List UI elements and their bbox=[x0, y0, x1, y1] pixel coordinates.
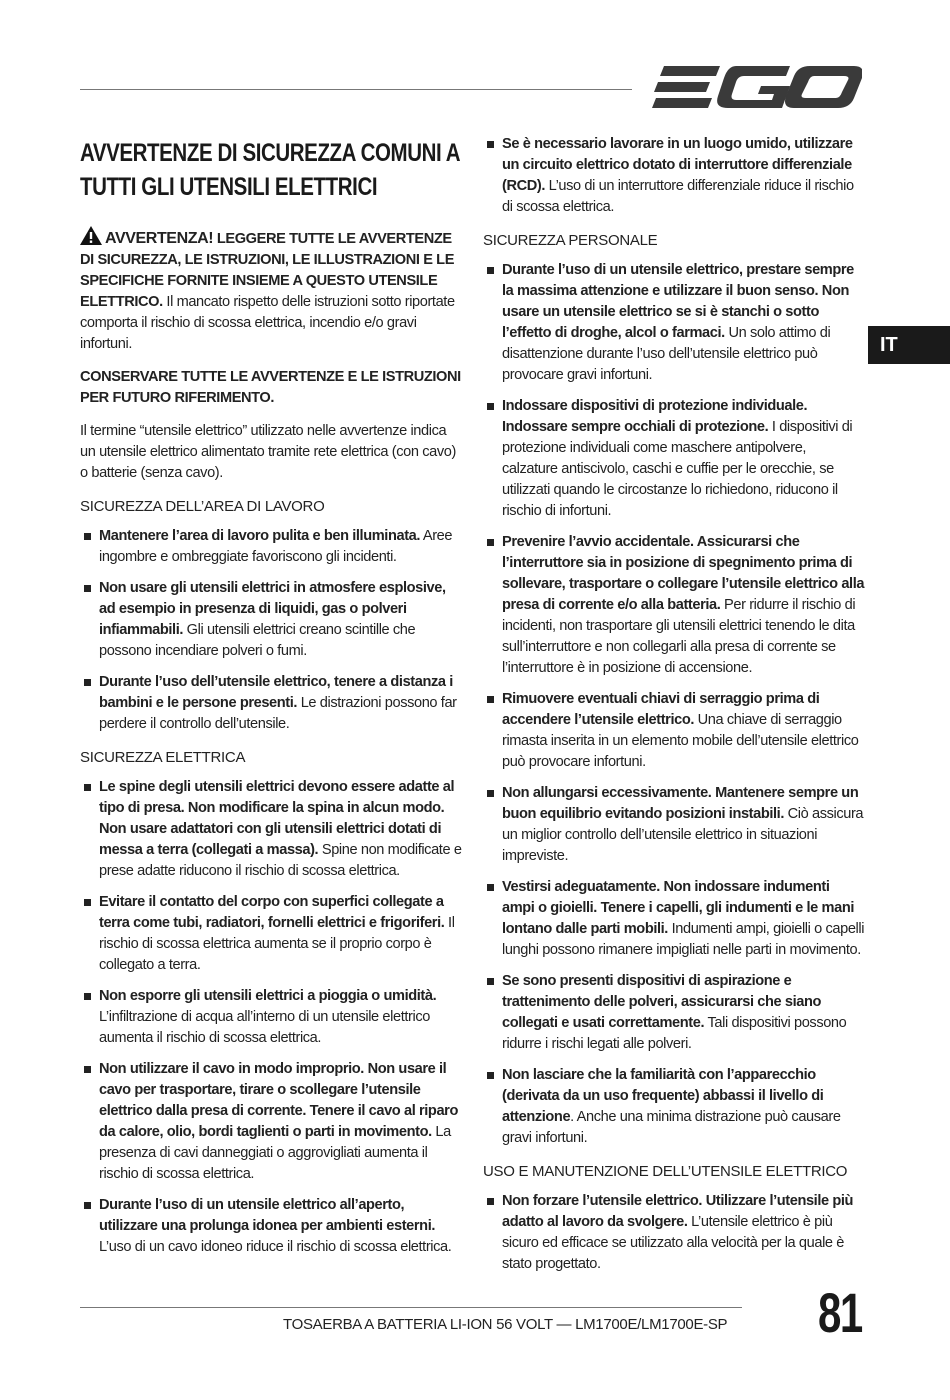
list-item bbox=[483, 877, 865, 961]
item-text: Un solo attimo di disattenzione durante l’uso dell’utensile elettrico può provocare gravi infortuni. bbox=[502, 325, 831, 383]
item-bold: Rimuovere eventuali chiavi di serraggio prima di accendere l’utensile elettrico. bbox=[502, 691, 820, 728]
work-area-list bbox=[80, 526, 465, 735]
item-text: L’uso di un interruttore differenziale riduce il rischio di scossa elettrica. bbox=[502, 178, 854, 215]
bullet-square-icon bbox=[84, 585, 91, 592]
list-item bbox=[483, 134, 865, 218]
warning-bold-text: LEGGERE TUTTE LE AVVERTENZE DI SICUREZZA, LE ISTRUZIONI, LE ILLUSTRAZIONI E LE SPECIFICHE FORNITE INSIEME A QUESTO UTENSILE ELETTRICO. bbox=[80, 231, 455, 310]
list-item bbox=[483, 1065, 865, 1149]
list-item bbox=[483, 1191, 865, 1275]
item-bold: Durante l’uso di un utensile elettrico all’aperto, utilizzare una prolunga idonea per ambienti esterni. bbox=[99, 1197, 435, 1234]
section-title: AVVERTENZE DI SICUREZZA COMUNI A TUTTI GLI UTENSILI ELETTRICI bbox=[80, 139, 460, 201]
bullet-square-icon bbox=[84, 533, 91, 540]
item-bold: Non esporre gli utensili elettrici a pioggia o umidità. bbox=[99, 988, 437, 1004]
right-column bbox=[483, 134, 865, 1285]
bullet-square-icon bbox=[487, 1198, 494, 1205]
language-tab: IT bbox=[868, 326, 950, 364]
footer-rule bbox=[80, 1307, 742, 1308]
item-text: L’uso di un cavo idoneo riduce il rischio di scossa elettrica. bbox=[99, 1239, 452, 1255]
item-bold: Non utilizzare il cavo in modo improprio. Non usare il cavo per trasportare, tirare o scollegare l’utensile elettrico dalla presa di corrente. Tenere il cavo al riparo da calore, olio, bordi taglienti o parti in movimento. bbox=[99, 1061, 458, 1140]
item-bold: Se sono presenti dispositivi di aspirazione e trattenimento delle polveri, assicurarsi che siano collegati e usati correttamente. bbox=[502, 973, 822, 1031]
item-text: Aree ingombre e ombreggiate favoriscono gli incidenti. bbox=[99, 528, 453, 565]
bullet-square-icon bbox=[84, 993, 91, 1000]
item-text: I dispositivi di protezione individuali come maschere antipolvere, calzature antiscivolo, caschi e cuffie per le orecchie, se utilizzati quando le circostanze lo richiedono, riducono il rischio di infortuni. bbox=[502, 419, 853, 519]
use-care-list bbox=[483, 1191, 865, 1275]
list-item bbox=[80, 1195, 465, 1258]
item-text: Tali dispositivi possono ridurre i rischi legati alle polveri. bbox=[502, 1015, 847, 1052]
list-item bbox=[80, 672, 465, 735]
item-bold: Non lasciare che la familiarità con l’apparecchio (derivata da un uso frequente) abbassi il livello di attenzione bbox=[502, 1067, 824, 1125]
item-bold: Indossare dispositivi di protezione individuale. Indossare sempre occhiali di protezione. bbox=[502, 398, 808, 435]
item-bold: Non allungarsi eccessivamente. Mantenere sempre un buon equilibrio evitando posizioni instabili. bbox=[502, 785, 859, 822]
use-care-heading: USO E MANUTENZIONE DELL’UTENSILE ELETTRICO bbox=[483, 1163, 848, 1180]
left-column bbox=[80, 136, 465, 1268]
personal-safety-list bbox=[483, 260, 865, 1149]
item-bold: Evitare il contatto del corpo con superfici collegate a terra come tubi, radiatori, fornelli elettrici e frigoriferi. bbox=[99, 894, 445, 931]
item-text: Ciò assicura un miglior controllo dell’utensile elettrico in situazioni impreviste. bbox=[502, 806, 864, 864]
item-bold: Le spine degli utensili elettrici devono essere adatte al tipo di presa. Non modificare la spina in alcun modo. Non usare adattatori con gli utensili elettrici dotati di messa a terra (collegati a massa). bbox=[99, 779, 455, 858]
list-item bbox=[483, 689, 865, 773]
list-item bbox=[80, 986, 465, 1049]
work-area-heading: SICUREZZA DELL’AREA DI LAVORO bbox=[80, 498, 325, 515]
warning-text: Il mancato rispetto delle istruzioni sotto riportate comporta il rischio di scossa elettrica, incendio e/o gravi infortuni. bbox=[80, 294, 455, 352]
item-bold: Prevenire l’avvio accidentale. Assicurarsi che l’interruttore sia in posizione di spegnimento prima di sollevare, trasportare o collegare l’utensile elettrico alla presa di corrente e/o alla batteria. bbox=[502, 534, 865, 613]
personal-safety-heading: SICUREZZA PERSONALE bbox=[483, 232, 658, 249]
definition-paragraph: Il termine “utensile elettrico” utilizzato nelle avvertenze indica un utensile elettrico alimentato tramite rete elettrica (con cavo) o batterie (senza cavo). bbox=[80, 423, 456, 481]
bullet-square-icon bbox=[84, 1066, 91, 1073]
bullet-square-icon bbox=[84, 784, 91, 791]
item-bold: Non usare gli utensili elettrici in atmosfere esplosive, ad esempio in presenza di liquidi, gas o polveri infiammabili. bbox=[99, 580, 446, 638]
warning-triangle-icon bbox=[80, 226, 102, 245]
page-number: 81 bbox=[818, 1281, 862, 1344]
header-rule bbox=[80, 89, 632, 90]
item-bold: Se è necessario lavorare in un luogo umido, utilizzare un circuito elettrico dotato di interruttore differenziale (RCD). bbox=[502, 136, 853, 194]
item-text: L’infiltrazione di acqua all’interno di un utensile elettrico aumenta il rischio di scossa elettrica. bbox=[99, 1009, 430, 1046]
footer-product-title: TOSAERBA A BATTERIA LI-ION 56 VOLT — LM1700E/LM1700E-SP bbox=[283, 1316, 728, 1333]
bullet-square-icon bbox=[487, 884, 494, 891]
item-bold: Non forzare l’utensile elettrico. Utilizzare l’utensile più adatto al lavoro da svolgere. bbox=[502, 1193, 854, 1230]
keep-instructions: CONSERVARE TUTTE LE AVVERTENZE E LE ISTRUZIONI PER FUTURO RIFERIMENTO. bbox=[80, 369, 461, 406]
item-text: Le distrazioni possono far perdere il controllo dell’utensile. bbox=[99, 695, 457, 732]
bullet-square-icon bbox=[487, 267, 494, 274]
ego-logo bbox=[650, 62, 862, 114]
bullet-square-icon bbox=[487, 403, 494, 410]
list-item bbox=[483, 532, 865, 679]
bullet-square-icon bbox=[84, 899, 91, 906]
list-item bbox=[483, 971, 865, 1055]
electrical-heading: SICUREZZA ELETTRICA bbox=[80, 749, 246, 766]
item-text: Spine non modificate e prese adatte riducono il rischio di scossa elettrica. bbox=[99, 842, 462, 879]
item-bold: Mantenere l’area di lavoro pulita e ben illuminata. bbox=[99, 528, 421, 544]
item-bold: Durante l’uso dell’utensile elettrico, tenere a distanza i bambini e le persone presenti. bbox=[99, 674, 453, 711]
electrical-list-continued bbox=[483, 134, 865, 218]
warning-label: AVVERTENZA! bbox=[105, 230, 214, 247]
bullet-square-icon bbox=[84, 1202, 91, 1209]
bullet-square-icon bbox=[487, 978, 494, 985]
list-item bbox=[483, 783, 865, 867]
item-bold: Vestirsi adeguatamente. Non indossare indumenti ampi o gioielli. Tenere i capelli, gli indumenti e le mani lontano dalle parti mobili. bbox=[502, 879, 854, 937]
list-item bbox=[80, 777, 465, 882]
item-text: Indumenti ampi, gioielli o capelli lunghi possono rimanere impigliati nelle parti in movimento. bbox=[502, 921, 865, 958]
list-item bbox=[80, 1059, 465, 1185]
item-text: L’utensile elettrico è più sicuro ed efficace se utilizzato alla velocità per la quale è stato progettato. bbox=[502, 1214, 845, 1272]
ego-logo-graphic bbox=[650, 62, 862, 114]
electrical-list bbox=[80, 777, 465, 1258]
bullet-square-icon bbox=[84, 679, 91, 686]
item-text: La presenza di cavi danneggiati o aggrovigliati aumenta il rischio di scossa elettrica. bbox=[99, 1124, 451, 1182]
list-item bbox=[483, 260, 865, 386]
list-item bbox=[80, 526, 465, 568]
bullet-square-icon bbox=[487, 141, 494, 148]
warning-paragraph bbox=[80, 226, 465, 355]
list-item bbox=[483, 396, 865, 522]
item-text: Il rischio di scossa elettrica aumenta se il proprio corpo è collegato a terra. bbox=[99, 915, 455, 973]
item-text: Gli utensili elettrici creano scintille che possono incendiare polveri o fumi. bbox=[99, 622, 416, 659]
item-text: Per ridurre il rischio di incidenti, non trasportare gli utensili elettrici tenendo le dita sull’interruttore e non collegarli alla presa di corrente se l’interruttore è in posizione di accensione. bbox=[502, 597, 856, 676]
bullet-square-icon bbox=[487, 790, 494, 797]
item-text: . Anche una minima distrazione può causare gravi infortuni. bbox=[502, 1109, 841, 1146]
list-item bbox=[80, 578, 465, 662]
bullet-square-icon bbox=[487, 696, 494, 703]
item-bold: Durante l’uso di un utensile elettrico, prestare sempre la massima attenzione e utilizzare il buon senso. Non usare un utensile elettrico se si è stanchi o sotto l’effetto di droghe, alcol o farmaci. bbox=[502, 262, 854, 341]
bullet-square-icon bbox=[487, 539, 494, 546]
item-text: Una chiave di serraggio rimasta inserita in un elemento mobile dell’utensile elettrico può provocare infortuni. bbox=[502, 712, 859, 770]
bullet-square-icon bbox=[487, 1072, 494, 1079]
list-item bbox=[80, 892, 465, 976]
